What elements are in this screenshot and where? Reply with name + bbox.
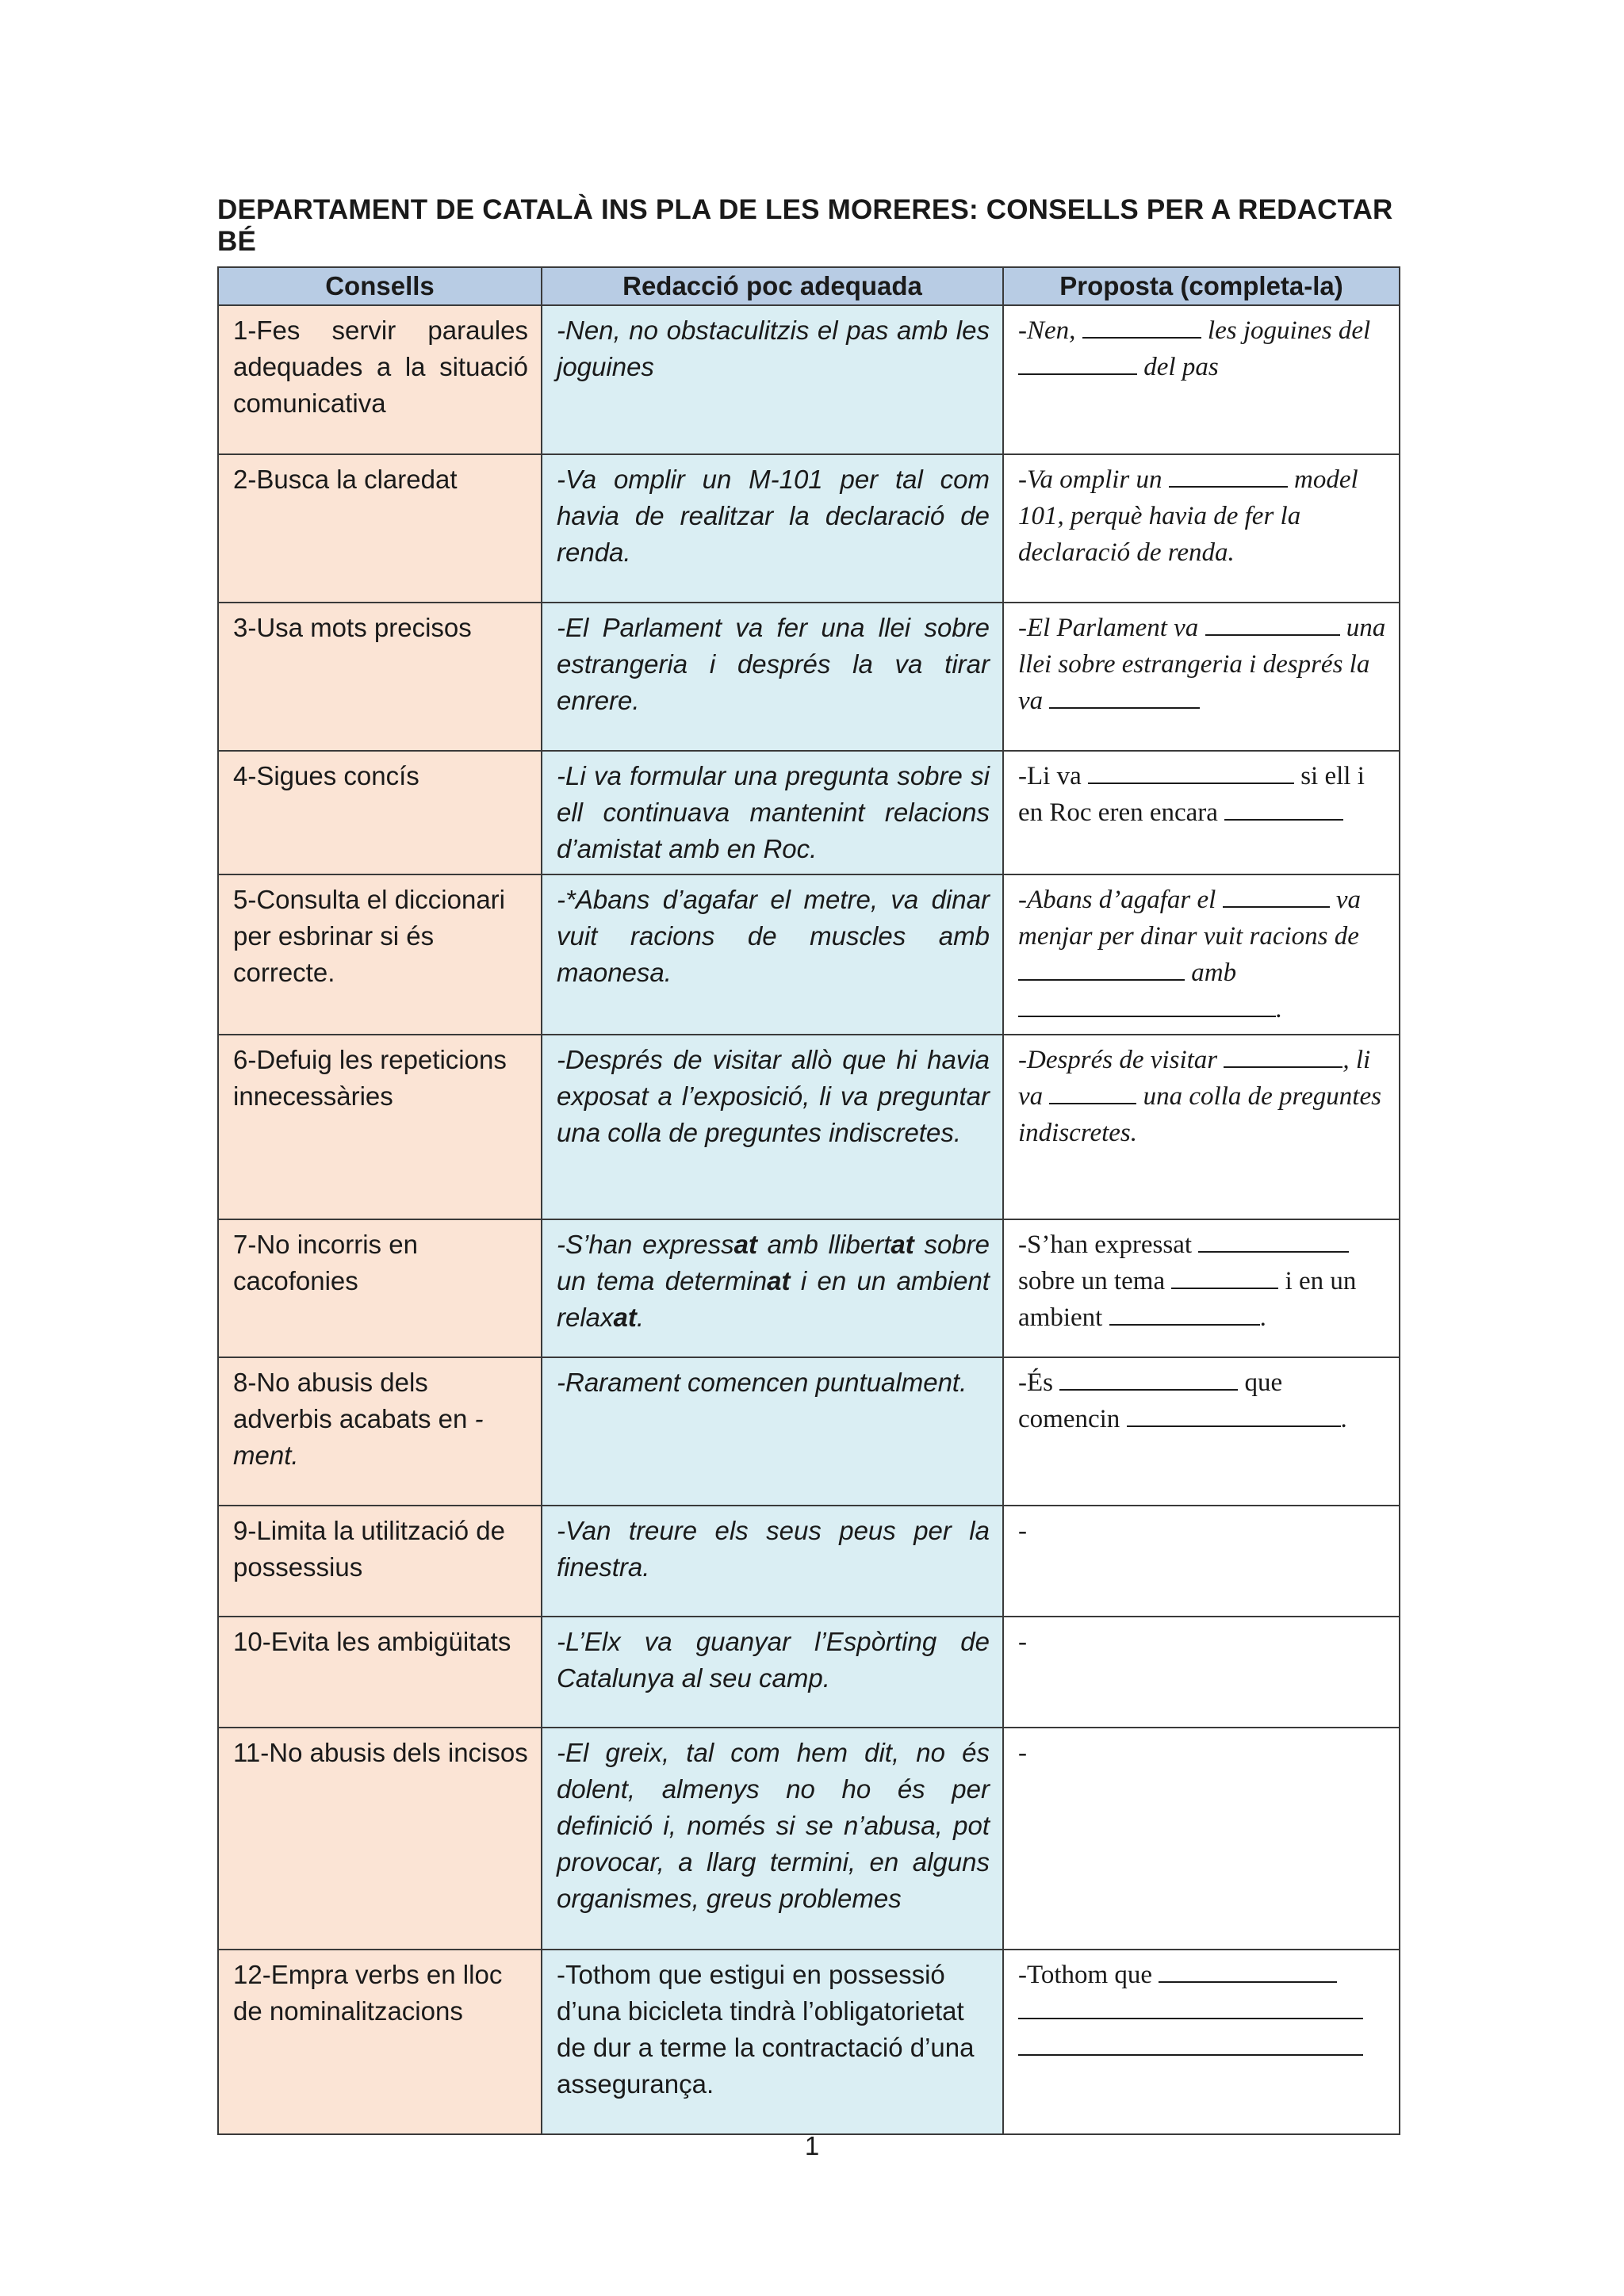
redaccio-cell: -Tothom que estigui en possessió d’una bicicleta tindrà l’obligatorietat de dur a terme la contractació d’una assegurança.	[542, 1950, 1003, 2134]
answer-blank[interactable]	[1169, 462, 1288, 488]
answer-blank[interactable]	[1127, 1402, 1341, 1427]
proposta-cell: -Tothom que	[1003, 1950, 1400, 2134]
redaccio-cell: -Nen, no obstaculitzis el pas amb les joguines	[542, 305, 1003, 454]
answer-blank[interactable]	[1171, 1264, 1278, 1289]
page-number: 1	[804, 2131, 820, 2160]
consell-cell: 9-Limita la utilització de possessius	[218, 1506, 542, 1617]
table-row	[218, 305, 1400, 454]
answer-blank[interactable]	[1198, 1227, 1349, 1253]
answer-blank[interactable]	[1049, 683, 1200, 709]
table-row	[218, 1728, 1400, 1950]
answer-blank[interactable]	[1109, 1300, 1260, 1326]
table-header-row	[218, 267, 1400, 305]
answer-blank[interactable]	[1059, 1365, 1238, 1391]
table-row	[218, 1950, 1400, 2134]
consell-cell: 12-Empra verbs en lloc de nominalitzacions	[218, 1950, 542, 2134]
consell-cell: 5-Consulta el diccionari per esbrinar si és correcte.	[218, 874, 542, 1035]
consell-cell: 7-No incorris en cacofonies	[218, 1219, 542, 1357]
table-row	[218, 874, 1400, 1035]
document-title: DEPARTAMENT DE CATALÀ INS PLA DE LES MORERES: CONSELLS PER A REDACTAR BÉ	[217, 194, 1393, 257]
redaccio-cell: -Van treure els seus peus per la finestra.	[542, 1506, 1003, 1617]
proposta-cell[interactable]: -	[1003, 1617, 1400, 1728]
consell-cell: 8-No abusis dels adverbis acabats en -ment.	[218, 1357, 542, 1506]
answer-blank[interactable]	[1205, 610, 1340, 636]
consell-cell: 10-Evita les ambigüitats	[218, 1617, 542, 1728]
consell-cell: 6-Defuig les repeticions innecessàries	[218, 1035, 542, 1219]
table-row	[218, 1219, 1400, 1357]
redaccio-cell: -*Abans d’agafar el metre, va dinar vuit racions de muscles amb maonesa.	[542, 874, 1003, 1035]
answer-blank[interactable]	[1018, 1994, 1363, 2019]
answer-blank[interactable]	[1018, 350, 1137, 375]
redaccio-cell: -El greix, tal com hem dit, no és dolent, almenys no ho és per definició i, només si se n’abusa, pot provocar, a llarg termini, en alguns organismes, greus problemes	[542, 1728, 1003, 1950]
consell-cell: 2-Busca la claredat	[218, 454, 542, 603]
answer-blank[interactable]	[1018, 2030, 1363, 2056]
table-row	[218, 751, 1400, 874]
proposta-cell: -Abans d’agafar el va menjar per dinar vuit racions de amb .	[1003, 874, 1400, 1035]
answer-blank[interactable]	[1223, 882, 1330, 908]
consell-cell: 4-Sigues concís	[218, 751, 542, 874]
table-row	[218, 1357, 1400, 1506]
header-proposta: Proposta (completa-la)	[1003, 267, 1400, 305]
redaccio-cell: -Després de visitar allò que hi havia exposat a l’exposició, li va preguntar una colla de preguntes indiscretes.	[542, 1035, 1003, 1219]
proposta-cell: -Va omplir un model 101, perquè havia de fer la declaració de renda.	[1003, 454, 1400, 603]
redaccio-cell: -L’Elx va guanyar l’Espòrting de Catalunya al seu camp.	[542, 1617, 1003, 1728]
proposta-cell: -Li va si ell i en Roc eren encara	[1003, 751, 1400, 874]
proposta-cell: -És que comencin .	[1003, 1357, 1400, 1506]
answer-blank[interactable]	[1082, 313, 1201, 339]
table-row	[218, 603, 1400, 751]
proposta-cell: -Nen, les joguines del del pas	[1003, 305, 1400, 454]
answer-blank[interactable]	[1224, 1043, 1342, 1068]
consell-cell: 3-Usa mots precisos	[218, 603, 542, 751]
answer-blank[interactable]	[1224, 795, 1343, 821]
proposta-cell: -El Parlament va una llei sobre estrangeria i després la va	[1003, 603, 1400, 751]
proposta-cell[interactable]: -	[1003, 1728, 1400, 1950]
proposta-cell[interactable]: -	[1003, 1506, 1400, 1617]
proposta-cell: -Després de visitar , li va una colla de preguntes indiscretes.	[1003, 1035, 1400, 1219]
header-redaccio: Redacció poc adequada	[542, 267, 1003, 305]
answer-blank[interactable]	[1018, 955, 1185, 981]
answer-blank[interactable]	[1049, 1079, 1136, 1104]
table-row	[218, 1506, 1400, 1617]
redaccio-cell: -S’han expressat amb llibertat sobre un tema determinat i en un ambient relaxat.	[542, 1219, 1003, 1357]
table-row	[218, 1617, 1400, 1728]
answer-blank[interactable]	[1159, 1957, 1337, 1983]
redaccio-cell: -Va omplir un M-101 per tal com havia de realitzar la declaració de renda.	[542, 454, 1003, 603]
advice-table	[217, 266, 1400, 2135]
answer-blank[interactable]	[1018, 992, 1276, 1017]
proposta-cell: -S’han expressat sobre un tema i en un ambient .	[1003, 1219, 1400, 1357]
redaccio-cell: -Rarament comencen puntualment.	[542, 1357, 1003, 1506]
consell-cell: 11-No abusis dels incisos	[218, 1728, 542, 1950]
redaccio-cell: -Li va formular una pregunta sobre si ell continuava mantenint relacions d’amistat amb en Roc.	[542, 751, 1003, 874]
header-consells: Consells	[218, 267, 542, 305]
answer-blank[interactable]	[1088, 759, 1294, 784]
table-row	[218, 454, 1400, 603]
consell-cell: 1-Fes servir paraules adequades a la situació comunicativa	[218, 305, 542, 454]
redaccio-cell: -El Parlament va fer una llei sobre estrangeria i després la va tirar enrere.	[542, 603, 1003, 751]
table-row	[218, 1035, 1400, 1219]
